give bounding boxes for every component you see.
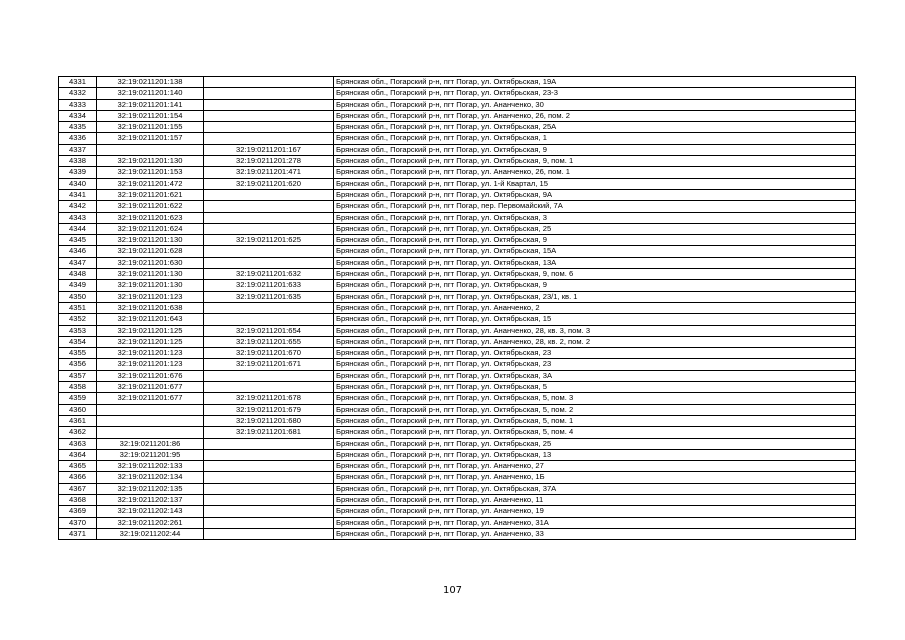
page-number: 107 [442, 585, 463, 596]
table-row [59, 483, 856, 494]
related-cadastral-number-cell: 32:19:0211201:671 [204, 359, 334, 370]
row-number-cell: 4338 [59, 156, 97, 167]
address-cell: Брянская обл., Погарский р-н, пгт Погар, ул. Октябрьская, 1 [334, 133, 856, 144]
table-row [59, 235, 856, 246]
address-cell: Брянская обл., Погарский р-н, пгт Погар, ул. Октябрьская, 23 [334, 348, 856, 359]
address-cell: Брянская обл., Погарский р-н, пгт Погар, ул. Октябрьская, 9, пом. 1 [334, 156, 856, 167]
related-cadastral-number-cell [204, 472, 334, 483]
cadastral-number-cell: 32:19:0211201:86 [97, 438, 204, 449]
table-row [59, 77, 856, 88]
cadastral-number-cell: 32:19:0211202:133 [97, 461, 204, 472]
row-number-cell: 4355 [59, 348, 97, 359]
table-row [59, 302, 856, 313]
cadastral-number-cell [97, 404, 204, 415]
address-cell: Брянская обл., Погарский р-н, пгт Погар, ул. Ананченко, 11 [334, 494, 856, 505]
address-cell: Брянская обл., Погарский р-н, пгт Погар, ул. Октябрьская, 25 [334, 438, 856, 449]
cadastral-number-cell: 32:19:0211201:130 [97, 235, 204, 246]
table-row [59, 223, 856, 234]
related-cadastral-number-cell: 32:19:0211201:678 [204, 393, 334, 404]
row-number-cell: 4367 [59, 483, 97, 494]
row-number-cell: 4365 [59, 461, 97, 472]
cadastral-number-cell: 32:19:0211201:676 [97, 370, 204, 381]
row-number-cell: 4353 [59, 325, 97, 336]
address-cell: Брянская обл., Погарский р-н, пгт Погар, ул. Октябрьская, 13А [334, 257, 856, 268]
related-cadastral-number-cell [204, 302, 334, 313]
table-row [59, 156, 856, 167]
related-cadastral-number-cell [204, 189, 334, 200]
row-number-cell: 4331 [59, 77, 97, 88]
cadastral-number-cell: 32:19:0211201:638 [97, 302, 204, 313]
related-cadastral-number-cell: 32:19:0211201:681 [204, 427, 334, 438]
row-number-cell: 4348 [59, 269, 97, 280]
address-cell: Брянская обл., Погарский р-н, пгт Погар, ул. Октябрьская, 3 [334, 212, 856, 223]
table-row [59, 370, 856, 381]
cadastral-number-cell: 32:19:0211201:155 [97, 122, 204, 133]
table-row [59, 144, 856, 155]
address-cell: Брянская обл., Погарский р-н, пгт Погар, ул. Октябрьская, 23-3 [334, 88, 856, 99]
cadastral-number-cell: 32:19:0211201:130 [97, 156, 204, 167]
related-cadastral-number-cell: 32:19:0211201:620 [204, 178, 334, 189]
row-number-cell: 4343 [59, 212, 97, 223]
address-cell: Брянская обл., Погарский р-н, пгт Погар, ул. Ананченко, 31А [334, 517, 856, 528]
row-number-cell: 4351 [59, 302, 97, 313]
table-row [59, 201, 856, 212]
cadastral-number-cell: 32:19:0211201:624 [97, 223, 204, 234]
address-cell: Брянская обл., Погарский р-н, пгт Погар, ул. Октябрьская, 37А [334, 483, 856, 494]
cadastral-number-cell: 32:19:0211201:123 [97, 291, 204, 302]
row-number-cell: 4370 [59, 517, 97, 528]
row-number-cell: 4369 [59, 506, 97, 517]
table-row [59, 178, 856, 189]
address-cell: Брянская обл., Погарский р-н, пгт Погар, ул. Ананченко, 30 [334, 99, 856, 110]
cadastral-number-cell: 32:19:0211201:154 [97, 110, 204, 121]
related-cadastral-number-cell [204, 133, 334, 144]
address-cell: Брянская обл., Погарский р-н, пгт Погар, ул. Октябрьская, 5 [334, 382, 856, 393]
cadastral-number-cell: 32:19:0211202:135 [97, 483, 204, 494]
table-body [59, 77, 856, 540]
table-row [59, 382, 856, 393]
address-cell: Брянская обл., Погарский р-н, пгт Погар, ул. Ананченко, 28, кв. 2, пом. 2 [334, 336, 856, 347]
address-cell: Брянская обл., Погарский р-н, пгт Погар, ул. Октябрьская, 9, пом. 6 [334, 269, 856, 280]
cadastral-number-cell [97, 415, 204, 426]
address-cell: Брянская обл., Погарский р-н, пгт Погар, ул. Октябрьская, 9 [334, 144, 856, 155]
row-number-cell: 4371 [59, 528, 97, 539]
address-cell: Брянская обл., Погарский р-н, пгт Погар, ул. Октябрьская, 5, пом. 1 [334, 415, 856, 426]
related-cadastral-number-cell [204, 212, 334, 223]
address-cell: Брянская обл., Погарский р-н, пгт Погар, ул. Октябрьская, 23/1, кв. 1 [334, 291, 856, 302]
related-cadastral-number-cell [204, 246, 334, 257]
row-number-cell: 4361 [59, 415, 97, 426]
cadastral-number-cell: 32:19:0211201:623 [97, 212, 204, 223]
related-cadastral-number-cell [204, 528, 334, 539]
address-cell: Брянская обл., Погарский р-н, пгт Погар, ул. 1-й Квартал, 15 [334, 178, 856, 189]
related-cadastral-number-cell [204, 99, 334, 110]
address-cell: Брянская обл., Погарский р-н, пгт Погар, ул. Ананченко, 19 [334, 506, 856, 517]
related-cadastral-number-cell: 32:19:0211201:633 [204, 280, 334, 291]
cadastral-number-cell: 32:19:0211201:141 [97, 99, 204, 110]
cadastral-number-cell: 32:19:0211202:261 [97, 517, 204, 528]
address-cell: Брянская обл., Погарский р-н, пгт Погар, ул. Октябрьская, 25А [334, 122, 856, 133]
cadastral-number-cell: 32:19:0211202:44 [97, 528, 204, 539]
address-cell: Брянская обл., Погарский р-н, пгт Погар, ул. Октябрьская, 15А [334, 246, 856, 257]
related-cadastral-number-cell [204, 110, 334, 121]
row-number-cell: 4349 [59, 280, 97, 291]
cadastral-number-cell: 32:19:0211201:643 [97, 314, 204, 325]
related-cadastral-number-cell: 32:19:0211201:625 [204, 235, 334, 246]
cadastral-number-cell: 32:19:0211201:628 [97, 246, 204, 257]
cadastral-number-cell: 32:19:0211201:677 [97, 382, 204, 393]
related-cadastral-number-cell: 32:19:0211201:278 [204, 156, 334, 167]
table-row [59, 438, 856, 449]
table-row [59, 280, 856, 291]
row-number-cell: 4339 [59, 167, 97, 178]
cadastral-number-cell: 32:19:0211201:123 [97, 359, 204, 370]
address-cell: Брянская обл., Погарский р-н, пгт Погар, ул. Октябрьская, 9 [334, 235, 856, 246]
cadastral-number-cell: 32:19:0211201:472 [97, 178, 204, 189]
row-number-cell: 4358 [59, 382, 97, 393]
cadastral-number-cell: 32:19:0211201:140 [97, 88, 204, 99]
row-number-cell: 4356 [59, 359, 97, 370]
address-cell: Брянская обл., Погарский р-н, пгт Погар, ул. Октябрьская, 3А [334, 370, 856, 381]
related-cadastral-number-cell [204, 506, 334, 517]
related-cadastral-number-cell [204, 449, 334, 460]
row-number-cell: 4337 [59, 144, 97, 155]
related-cadastral-number-cell: 32:19:0211201:654 [204, 325, 334, 336]
row-number-cell: 4340 [59, 178, 97, 189]
cadastral-number-cell: 32:19:0211201:125 [97, 325, 204, 336]
table-row [59, 528, 856, 539]
row-number-cell: 4354 [59, 336, 97, 347]
table-row [59, 110, 856, 121]
cadastral-number-cell: 32:19:0211201:95 [97, 449, 204, 460]
table-row [59, 212, 856, 223]
row-number-cell: 4334 [59, 110, 97, 121]
table-row [59, 415, 856, 426]
row-number-cell: 4360 [59, 404, 97, 415]
row-number-cell: 4364 [59, 449, 97, 460]
table-row [59, 404, 856, 415]
table-row [59, 517, 856, 528]
table-row [59, 269, 856, 280]
table-row [59, 472, 856, 483]
related-cadastral-number-cell [204, 201, 334, 212]
row-number-cell: 4368 [59, 494, 97, 505]
table-row [59, 257, 856, 268]
related-cadastral-number-cell: 32:19:0211201:471 [204, 167, 334, 178]
table-row [59, 189, 856, 200]
related-cadastral-number-cell: 32:19:0211201:670 [204, 348, 334, 359]
related-cadastral-number-cell: 32:19:0211201:632 [204, 269, 334, 280]
related-cadastral-number-cell [204, 370, 334, 381]
address-cell: Брянская обл., Погарский р-н, пгт Погар, ул. Ананченко, 2 [334, 302, 856, 313]
address-cell: Брянская обл., Погарский р-н, пгт Погар, ул. Октябрьская, 5, пом. 2 [334, 404, 856, 415]
related-cadastral-number-cell [204, 517, 334, 528]
address-cell: Брянская обл., Погарский р-н, пгт Погар, ул. Октябрьская, 5, пом. 3 [334, 393, 856, 404]
related-cadastral-number-cell: 32:19:0211201:680 [204, 415, 334, 426]
row-number-cell: 4332 [59, 88, 97, 99]
related-cadastral-number-cell [204, 257, 334, 268]
row-number-cell: 4366 [59, 472, 97, 483]
row-number-cell: 4333 [59, 99, 97, 110]
related-cadastral-number-cell [204, 461, 334, 472]
related-cadastral-number-cell [204, 483, 334, 494]
table-row [59, 494, 856, 505]
row-number-cell: 4344 [59, 223, 97, 234]
address-cell: Брянская обл., Погарский р-н, пгт Погар, ул. Ананченко, 26, пом. 1 [334, 167, 856, 178]
cadastral-number-cell: 32:19:0211202:143 [97, 506, 204, 517]
address-cell: Брянская обл., Погарский р-н, пгт Погар, ул. Октябрьская, 15 [334, 314, 856, 325]
table-row [59, 427, 856, 438]
property-registry-table [58, 76, 856, 540]
cadastral-number-cell: 32:19:0211201:123 [97, 348, 204, 359]
address-cell: Брянская обл., Погарский р-н, пгт Погар, ул. Октябрьская, 25 [334, 223, 856, 234]
address-cell: Брянская обл., Погарский р-н, пгт Погар, ул. Октябрьская, 5, пом. 4 [334, 427, 856, 438]
table-row [59, 336, 856, 347]
row-number-cell: 4342 [59, 201, 97, 212]
related-cadastral-number-cell [204, 382, 334, 393]
row-number-cell: 4341 [59, 189, 97, 200]
cadastral-number-cell: 32:19:0211201:622 [97, 201, 204, 212]
related-cadastral-number-cell: 32:19:0211201:679 [204, 404, 334, 415]
related-cadastral-number-cell: 32:19:0211201:635 [204, 291, 334, 302]
table-row [59, 506, 856, 517]
cadastral-number-cell: 32:19:0211201:630 [97, 257, 204, 268]
table-row [59, 88, 856, 99]
cadastral-number-cell: 32:19:0211201:621 [97, 189, 204, 200]
cadastral-number-cell: 32:19:0211201:677 [97, 393, 204, 404]
related-cadastral-number-cell: 32:19:0211201:167 [204, 144, 334, 155]
related-cadastral-number-cell [204, 314, 334, 325]
cadastral-number-cell: 32:19:0211201:157 [97, 133, 204, 144]
row-number-cell: 4336 [59, 133, 97, 144]
table-row [59, 122, 856, 133]
cadastral-number-cell [97, 144, 204, 155]
row-number-cell: 4350 [59, 291, 97, 302]
address-cell: Брянская обл., Погарский р-н, пгт Погар, ул. Ананченко, 27 [334, 461, 856, 472]
related-cadastral-number-cell [204, 88, 334, 99]
related-cadastral-number-cell [204, 494, 334, 505]
cadastral-number-cell: 32:19:0211201:130 [97, 269, 204, 280]
table-row [59, 314, 856, 325]
address-cell: Брянская обл., Погарский р-н, пгт Погар, ул. Октябрьская, 9А [334, 189, 856, 200]
address-cell: Брянская обл., Погарский р-н, пгт Погар, ул. Ананченко, 33 [334, 528, 856, 539]
row-number-cell: 4347 [59, 257, 97, 268]
address-cell: Брянская обл., Погарский р-н, пгт Погар, ул. Октябрьская, 9 [334, 280, 856, 291]
table-row [59, 325, 856, 336]
table-row [59, 99, 856, 110]
cadastral-number-cell [97, 427, 204, 438]
table-row [59, 393, 856, 404]
address-cell: Брянская обл., Погарский р-н, пгт Погар, ул. Октябрьская, 13 [334, 449, 856, 460]
address-cell: Брянская обл., Погарский р-н, пгт Погар, пер. Первомайский, 7А [334, 201, 856, 212]
cadastral-number-cell: 32:19:0211201:130 [97, 280, 204, 291]
row-number-cell: 4345 [59, 235, 97, 246]
cadastral-number-cell: 32:19:0211201:125 [97, 336, 204, 347]
address-cell: Брянская обл., Погарский р-н, пгт Погар, ул. Ананченко, 1Б [334, 472, 856, 483]
related-cadastral-number-cell: 32:19:0211201:655 [204, 336, 334, 347]
cadastral-number-cell: 32:19:0211202:134 [97, 472, 204, 483]
row-number-cell: 4346 [59, 246, 97, 257]
related-cadastral-number-cell [204, 77, 334, 88]
address-cell: Брянская обл., Погарский р-н, пгт Погар, ул. Ананченко, 26, пом. 2 [334, 110, 856, 121]
row-number-cell: 4357 [59, 370, 97, 381]
row-number-cell: 4359 [59, 393, 97, 404]
table-row [59, 246, 856, 257]
table-row [59, 359, 856, 370]
cadastral-number-cell: 32:19:0211202:137 [97, 494, 204, 505]
address-cell: Брянская обл., Погарский р-н, пгт Погар, ул. Октябрьская, 23 [334, 359, 856, 370]
table-row [59, 461, 856, 472]
related-cadastral-number-cell [204, 122, 334, 133]
row-number-cell: 4363 [59, 438, 97, 449]
cadastral-number-cell: 32:19:0211201:138 [97, 77, 204, 88]
row-number-cell: 4335 [59, 122, 97, 133]
table-row [59, 133, 856, 144]
table-row [59, 449, 856, 460]
row-number-cell: 4362 [59, 427, 97, 438]
table-row [59, 291, 856, 302]
table-row [59, 348, 856, 359]
related-cadastral-number-cell [204, 223, 334, 234]
row-number-cell: 4352 [59, 314, 97, 325]
address-cell: Брянская обл., Погарский р-н, пгт Погар, ул. Ананченко, 28, кв. 3, пом. 3 [334, 325, 856, 336]
address-cell: Брянская обл., Погарский р-н, пгт Погар, ул. Октябрьская, 19А [334, 77, 856, 88]
table-row [59, 167, 856, 178]
related-cadastral-number-cell [204, 438, 334, 449]
cadastral-number-cell: 32:19:0211201:153 [97, 167, 204, 178]
